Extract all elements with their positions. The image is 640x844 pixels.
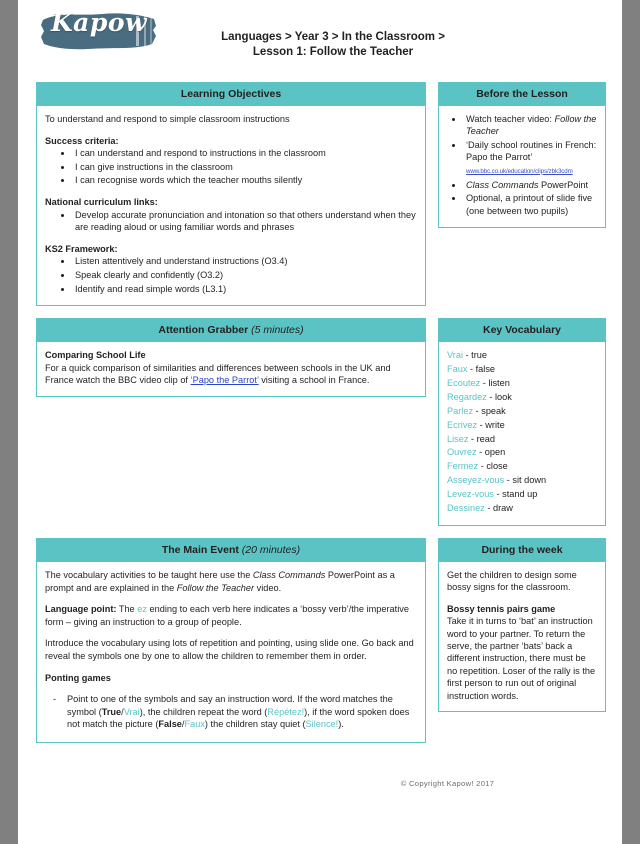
vocab-french: Faux — [447, 364, 468, 375]
during-the-week-heading: During the week — [439, 539, 605, 562]
row-objectives — [36, 82, 606, 306]
learning-objectives-table — [36, 82, 426, 306]
during-the-week-body — [439, 562, 605, 711]
vocab-french: Lisez — [447, 433, 469, 444]
list-item: • I can understand and respond to instructions in the classroom — [73, 147, 417, 160]
row-attention-grabber — [36, 318, 606, 526]
game-silence: Silence! — [305, 719, 339, 730]
list-item: Parlez - speak — [447, 405, 506, 416]
list-item: • Develop accurate pronunciation and intonation so that others understand when they are reading aloud or using familiar words and phrases — [73, 209, 417, 234]
vocab-french: Asseyez-vous — [447, 475, 505, 486]
me-p1-b: PowerPoint as a prompt and are explained in the — [45, 570, 395, 593]
powerpoint-suffix: PowerPoint — [538, 180, 589, 191]
learning-objectives-heading: Learning Objectives — [37, 83, 425, 106]
vocab-french: Ecrivez — [447, 419, 478, 430]
breadcrumb-line-2: Lesson 1: Follow the Teacher — [252, 46, 414, 58]
vocab-french: Levez-vous — [447, 489, 494, 500]
list-item: Fermez - close — [447, 461, 508, 472]
bossy-tennis-subtitle: Bossy tennis pairs game — [447, 603, 556, 614]
logo-wordmark: Kapow — [50, 8, 148, 37]
key-vocabulary-table — [438, 318, 606, 526]
before-the-lesson-table — [438, 82, 606, 228]
ks2-framework-list — [45, 255, 417, 295]
vocab-english: stand up — [502, 489, 538, 500]
attention-grabber-title: Attention Grabber — [158, 324, 249, 337]
watch-video-prefix: Watch teacher video: — [466, 114, 555, 124]
col-learning-objectives — [36, 82, 426, 306]
main-event-para-3: Introduce the vocabulary using lots of repetition and pointing, using slide one. Go back and reveal the symbols one by one to allow the children to remember them in order. — [45, 638, 414, 661]
list-item — [464, 139, 597, 178]
list-item: Ouvrez - open — [447, 447, 506, 458]
objective-intro: To understand and respond to simple classroom instructions — [45, 114, 290, 124]
game-vrai: Vrai — [123, 706, 140, 717]
vocab-english: draw — [492, 503, 513, 514]
list-item: Ecoutez - listen — [447, 377, 510, 388]
footer — [18, 779, 622, 788]
vocab-french: Parlez — [447, 405, 474, 416]
col-during-the-week — [438, 538, 606, 743]
attention-grabber-table — [36, 318, 426, 397]
me-p1-italic-2: Follow the Teacher — [176, 582, 255, 593]
me-p1-italic-1: Class Commands — [252, 570, 326, 580]
vocab-english: false — [475, 364, 496, 375]
list-item: • I can give instructions in the classroom — [73, 161, 417, 174]
me-p1-a: The vocabulary activities to be taught here use the — [45, 570, 253, 580]
copyright-text: © Copyright Kapow! 2017 — [400, 779, 495, 788]
list-item — [53, 693, 417, 731]
list-item: • Identify and read simple words (L3.1) — [73, 283, 417, 296]
main-event-para-1 — [45, 569, 417, 594]
list-item: Levez-vous - stand up — [447, 489, 538, 500]
list-item: Dessinez - draw — [447, 503, 513, 514]
attention-grabber-subtitle: Comparing School Life — [45, 350, 146, 361]
success-criteria-list — [45, 147, 417, 187]
success-criteria-label: Success criteria: — [45, 135, 119, 146]
game-faux: Faux — [184, 719, 205, 730]
game-false: False — [158, 719, 182, 730]
language-point-para — [45, 603, 417, 628]
list-item — [464, 179, 597, 191]
vocab-french: Dessinez — [447, 503, 485, 514]
before-the-lesson-heading: Before the Lesson — [439, 83, 605, 106]
list-item: Regardez - look — [447, 391, 512, 402]
vocab-english: look — [495, 391, 512, 402]
ks2-framework-label: KS2 Framework: — [45, 243, 118, 254]
col-main-event — [36, 538, 426, 743]
attention-grabber-body — [37, 342, 425, 396]
attention-grabber-text — [45, 362, 417, 387]
main-event-heading — [37, 539, 425, 562]
vocab-english: read — [476, 433, 496, 444]
vocab-french: Ouvrez — [447, 447, 477, 458]
attention-grabber-heading — [37, 319, 425, 342]
list-item: • Listen attentively and understand instructions (O3.4) — [73, 255, 417, 268]
vocab-english: true — [471, 350, 488, 361]
list-item: Ecrivez - write — [447, 419, 505, 430]
ag-text-part1: For a quick comparison of similarities and differences between schools in the UK and France watch the BBC video clip of — [45, 362, 391, 386]
papo-the-parrot-link[interactable]: ‘Papo the Parrot’ — [190, 375, 259, 386]
bbc-clip-link[interactable]: www.bbc.co.uk/education/clips/zbk3cdm — [466, 167, 573, 175]
lesson-plan-tables — [36, 82, 606, 755]
language-point-label: Language point: — [45, 604, 117, 615]
during-the-week-table — [438, 538, 606, 712]
game-a: Point to one of the symbols and say an instruction word. If the word matches the symbol ( — [67, 694, 393, 717]
routine-line-1: ‘Daily school routines in French: — [466, 139, 597, 150]
dash-bullet-icon: - — [53, 694, 57, 705]
key-vocabulary-heading: Key Vocabulary — [439, 319, 605, 342]
main-event-body — [37, 562, 425, 742]
vocab-english: open — [484, 447, 506, 458]
lp-ez-highlight: ez — [137, 604, 147, 615]
game-c: ), if the word spoken does not match the picture ( — [67, 706, 410, 730]
attention-grabber-duration: (5 minutes) — [251, 324, 304, 337]
vocab-french: Ecoutez — [447, 377, 481, 388]
game-d: ) the children stay quiet ( — [204, 719, 306, 730]
me-p1-c: video. — [254, 582, 282, 593]
vocab-english: sit down — [512, 475, 547, 486]
vocab-english: close — [486, 461, 508, 472]
lp-a: The — [116, 604, 138, 615]
list-item: Vrai - true — [447, 350, 488, 361]
ag-text-part2: visiting a school in France. — [258, 375, 370, 386]
list-item: Lisez - read — [447, 433, 496, 444]
row-main-event — [36, 538, 606, 743]
list-item: • Optional, a printout of slide five (one between two pupils) — [464, 192, 597, 217]
national-curriculum-list — [45, 209, 417, 234]
video-title: Follow the Teacher — [466, 114, 597, 137]
col-before-the-lesson — [438, 82, 606, 306]
class-commands-title: Class Commands — [466, 180, 539, 191]
vocab-english: listen — [488, 377, 510, 388]
list-item: • I can recognise words which the teacher mouths silently — [73, 174, 417, 187]
learning-objectives-body — [37, 106, 425, 305]
vocab-french: Fermez — [447, 461, 479, 472]
breadcrumb — [168, 30, 498, 60]
dtw-para-1: Get the children to design some bossy signs for the classroom. — [447, 570, 577, 593]
col-key-vocabulary — [438, 318, 606, 526]
document-page — [18, 0, 622, 844]
routine-line-2: Papo the Parrot’ — [466, 152, 533, 163]
vocab-english: write — [485, 419, 505, 430]
col-attention-grabber — [36, 318, 426, 526]
main-event-title: The Main Event — [161, 544, 239, 556]
main-event-table — [36, 538, 426, 743]
list-item: Faux - false — [447, 364, 496, 375]
game-b: ), the children repeat the word ( — [139, 706, 268, 717]
main-event-duration: (20 minutes) — [241, 544, 301, 556]
breadcrumb-line-1: Languages > Year 3 > In the Classroom > — [221, 31, 445, 43]
vocab-french: Vrai — [447, 350, 463, 361]
key-vocabulary-body — [439, 342, 605, 525]
vocab-english: speak — [481, 405, 506, 416]
list-item: Asseyez-vous - sit down — [447, 475, 547, 486]
vocab-french: Regardez — [447, 391, 487, 402]
list-item — [464, 113, 597, 138]
national-curriculum-label: National curriculum links: — [45, 196, 158, 207]
dtw-para-2: Take it in turns to ‘bat’ an instruction word to your partner. To return the serve, the partner ‘bats’ back a different instruction, there must be no repetition. Loser of the rally is the first person to run out of original instruction words. — [447, 616, 596, 701]
before-the-lesson-body — [439, 106, 605, 227]
game-e: ). — [338, 719, 344, 730]
lp-b: ending to each verb here indicates a ‘bossy verb’/the imperative form – giving an instruction to a group of people. — [45, 604, 409, 627]
game-slash-1: / — [121, 706, 124, 717]
game-slash-2: / — [181, 719, 185, 730]
kapow-logo — [40, 4, 160, 60]
list-item: • Speak clearly and confidently (O3.2) — [73, 269, 417, 282]
before-the-lesson-list — [447, 113, 597, 217]
pointing-games-list — [45, 693, 417, 731]
pointing-games-label: Ponting games — [45, 672, 111, 683]
game-true: True — [101, 706, 122, 717]
game-repetez: Répétez! — [267, 706, 305, 717]
